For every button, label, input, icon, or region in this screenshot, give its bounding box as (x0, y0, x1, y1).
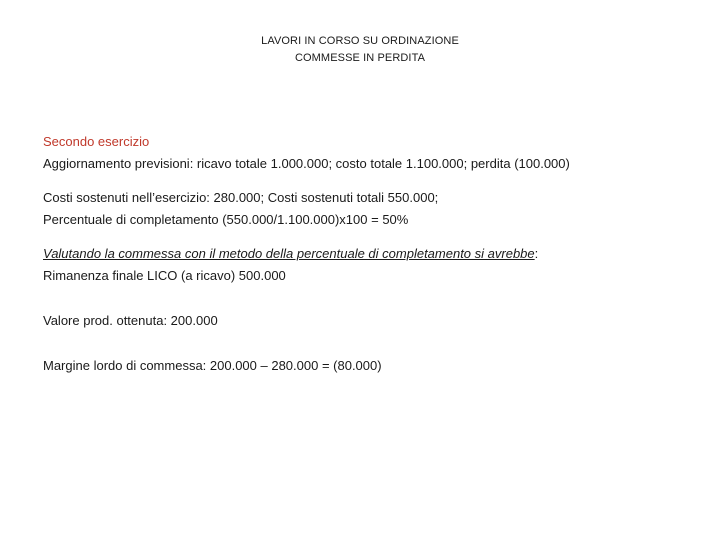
costs-incurred: Costi sostenuti nell’esercizio: 280.000; Costi sostenuti totali 550.000; (43, 190, 439, 205)
completion-percentage: Percentuale di completamento (550.000/1.100.000)x100 = 50% (43, 212, 409, 227)
final-inventory: Rimanenza finale LICO (a ricavo) 500.000 (43, 268, 286, 283)
method-heading (43, 243, 703, 265)
slide-body (43, 131, 703, 377)
production-value: Valore prod. ottenuta: 200.000 (43, 313, 218, 328)
method-heading-colon: : (534, 246, 539, 261)
title-line-1: LAVORI IN CORSO SU ORDINAZIONE (261, 35, 459, 47)
method-heading-text: Valutando la commessa con il metodo della percentuale di completamento si avrebbe (43, 246, 535, 261)
gross-margin: Margine lordo di commessa: 200.000 – 280.000 = (80.000) (43, 358, 382, 373)
slide-title (0, 33, 720, 67)
section-title: Secondo esercizio (43, 134, 150, 149)
title-line-2: COMMESSE IN PERDITA (294, 52, 426, 64)
forecast-update: Aggiornamento previsioni: ricavo totale 1.000.000; costo totale 1.100.000; perdita (100.000) (43, 156, 570, 171)
